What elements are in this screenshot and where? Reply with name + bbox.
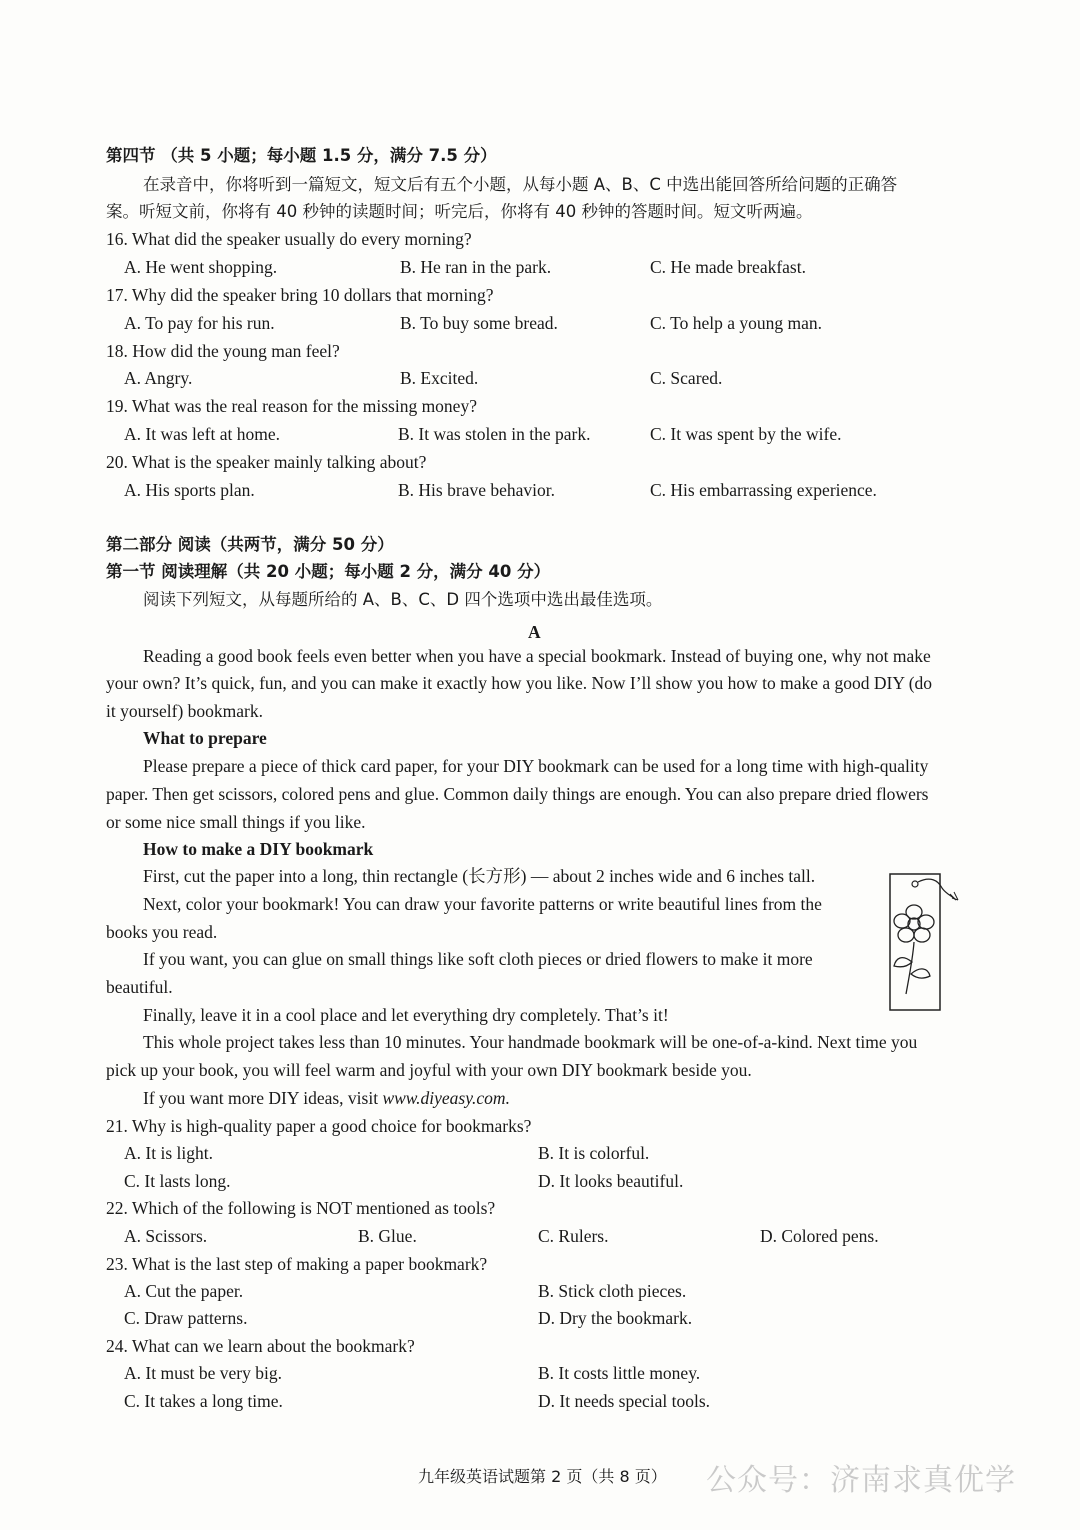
option-20a: A. His sports plan. [124,480,255,500]
option-21b: B. It is colorful. [538,1143,650,1163]
option-16a: A. He went shopping. [124,257,278,277]
heading-what-to-prepare: What to prepare [143,728,267,748]
option-20b: B. His brave behavior. [398,480,555,500]
passage-p5-line2: beautiful. [106,977,173,997]
reading-instruction: 阅读下列短文，从每题所给的 A、B、C、D 四个选项中选出最佳选项。 [143,590,663,609]
option-24b: B. It costs little money. [538,1363,701,1383]
option-22c: C. Rulers. [538,1226,609,1246]
passage-p7-line1: This whole project takes less than 10 minutes. Your handmade bookmark will be one-of-a-kind. Next time you [143,1032,918,1052]
option-23d: D. Dry the bookmark. [538,1308,693,1328]
option-17b: B. To buy some bread. [400,313,558,333]
option-17c: C. To help a young man. [650,313,822,333]
option-16b: B. He ran in the park. [400,257,552,277]
flower-bookmark-illustration [880,862,964,1012]
heading-how-to-make: How to make a DIY bookmark [143,839,374,859]
option-22b: B. Glue. [358,1226,417,1246]
option-22a: A. Scissors. [124,1226,208,1246]
option-24a: A. It must be very big. [124,1363,282,1383]
passage-p4-line1: Next, color your bookmark! You can draw your favorite patterns or write beautiful lines from the [143,894,822,914]
question-16: 16. What did the speaker usually do every morning? [106,229,472,249]
option-18a: A. Angry. [124,368,193,388]
option-23b: B. Stick cloth pieces. [538,1281,687,1301]
option-24d: D. It needs special tools. [538,1391,711,1411]
passage-p7-line2: pick up your book, you will feel warm and joyful with your own DIY bookmark beside you. [106,1060,752,1080]
passage-p1-line2: your own? It’s quick, fun, and you can make it exactly how you like. Now I’ll show you how to make a good DIY (do [106,673,933,693]
diy-website-link: www.diyeasy.com. [382,1088,510,1108]
passage-p3: First, cut the paper into a long, thin rectangle (长方形) — about 2 inches wide and 6 inches tall. [143,866,816,886]
passage-p1-line3: it yourself) bookmark. [106,701,263,721]
question-20: 20. What is the speaker mainly talking about? [106,452,427,472]
listening-instruction-line1: 在录音中，你将听到一篇短文，短文后有五个小题，从每小题 A、B、C 中选出能回答所给问题的正确答 [143,175,898,194]
option-21d: D. It looks beautiful. [538,1171,684,1191]
question-18: 18. How did the young man feel? [106,341,340,361]
reading-section-header: 第一节 阅读理解（共 20 小题；每小题 2 分，满分 40 分） [106,562,551,581]
option-18b: B. Excited. [400,368,479,388]
passage-p4-line2: books you read. [106,922,218,942]
question-17: 17. Why did the speaker bring 10 dollars that morning? [106,285,494,305]
question-22: 22. Which of the following is NOT mentioned as tools? [106,1198,496,1218]
option-19a: A. It was left at home. [124,424,280,444]
passage-p1-line1: Reading a good book feels even better when you have a special bookmark. Instead of buying one, why not make [143,646,931,666]
page-footer: 九年级英语试题第 2 页（共 8 页） [418,1467,667,1486]
option-17a: A. To pay for his run. [124,313,275,333]
passage-p5-line1: If you want, you can glue on small things like soft cloth pieces or dried flowers to make it more [143,949,813,969]
option-16c: C. He made breakfast. [650,257,806,277]
reading-part-header: 第二部分 阅读（共两节，满分 50 分） [106,535,394,554]
option-22d: D. Colored pens. [760,1226,879,1246]
passage-p2-line2: paper. Then get scissors, colored pens and glue. Common daily things are enough. You can also prepare dried flowers [106,784,929,804]
passage-p2-line1: Please prepare a piece of thick card paper, for your DIY bookmark can be used for a long time with high-quality [143,756,929,776]
question-23: 23. What is the last step of making a paper bookmark? [106,1254,488,1274]
passage-p6: Finally, leave it in a cool place and let everything dry completely. That’s it! [143,1005,669,1025]
passage-label: A [528,622,541,642]
option-20c: C. His embarrassing experience. [650,480,877,500]
option-23a: A. Cut the paper. [124,1281,244,1301]
option-24c: C. It takes a long time. [124,1391,283,1411]
watermark: 公众号：济南求真优学 [706,1463,1016,1498]
passage-p8 [143,1090,510,1108]
question-19: 19. What was the real reason for the missing money? [106,396,477,416]
option-23c: C. Draw patterns. [124,1308,248,1328]
option-19b: B. It was stolen in the park. [398,424,591,444]
listening-instruction-line2: 案。听短文前，你将有 40 秒钟的读题时间；听完后，你将有 40 秒钟的答题时间。短文听两遍。 [106,202,813,221]
passage-p2-line3: or some nice small things if you like. [106,812,366,832]
question-21: 21. Why is high-quality paper a good choice for bookmarks? [106,1116,532,1136]
option-18c: C. Scared. [650,368,723,388]
option-19c: C. It was spent by the wife. [650,424,842,444]
question-24: 24. What can we learn about the bookmark? [106,1336,415,1356]
option-21a: A. It is light. [124,1143,213,1163]
passage-p8-text: If you want more DIY ideas, visit [143,1088,383,1108]
listening-section-header: 第四节 （共 5 小题；每小题 1.5 分，满分 7.5 分） [106,146,497,165]
option-21c: C. It lasts long. [124,1171,231,1191]
